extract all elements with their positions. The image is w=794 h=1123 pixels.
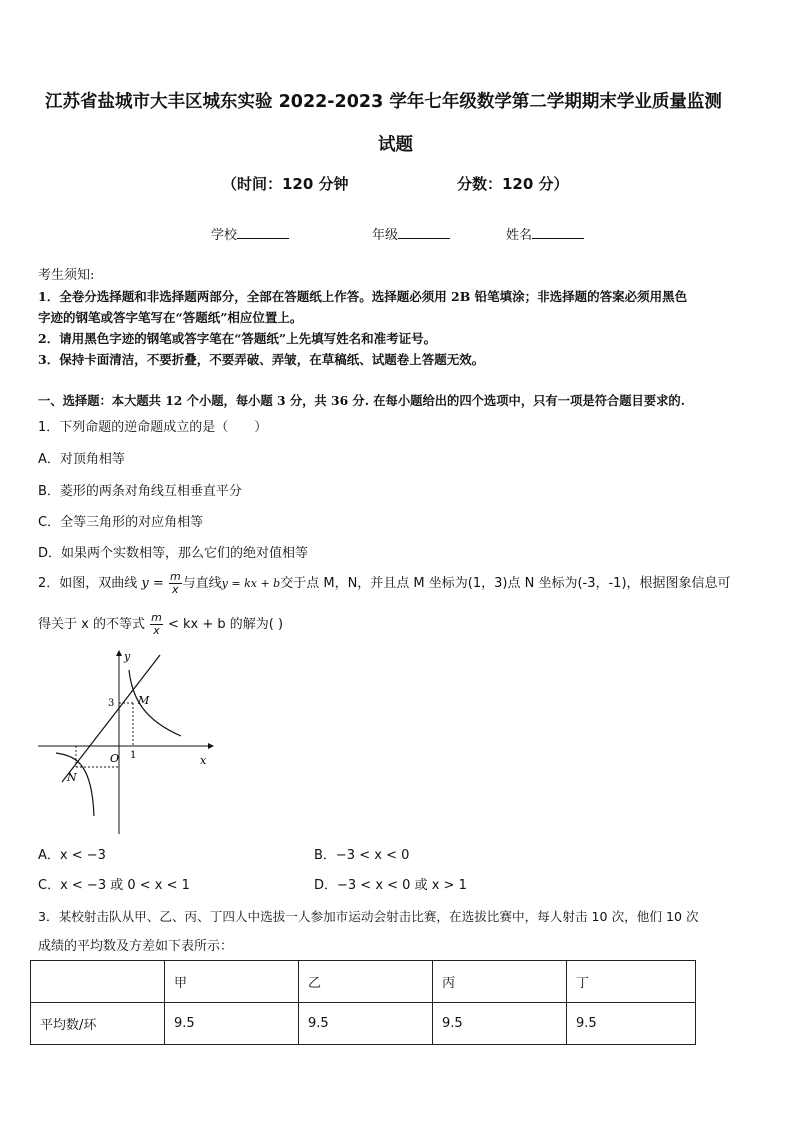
q2-text-4: 得关于 x 的不等式 <box>38 617 145 632</box>
school-field <box>211 224 289 243</box>
tick-label-1: 1 <box>130 750 137 761</box>
hyperbola-branch-1 <box>129 670 181 736</box>
notice-item-1: 1．全卷分选择题和非选择题两部分，全部在答题纸上作答。选择题必须用 2B 铅笔填涂；非选择题的答案必须用黑色 <box>38 289 688 304</box>
grade-blank[interactable] <box>398 226 450 239</box>
q2-text-5: < kx + b 的解为( ) <box>167 617 284 632</box>
score-label: 分数：120 分） <box>457 175 569 193</box>
q1-option-a[interactable]: A．对顶角相等 <box>38 452 125 467</box>
notice-item-1-cont: 字迹的钢笔或答字笔写在“答题纸”相应位置上。 <box>38 310 303 325</box>
point-n-label: N <box>67 771 77 784</box>
x-axis-label: x <box>200 754 207 767</box>
q2-inequality-fraction: $\frac{m}{x}$ <box>151 611 162 637</box>
grade-label: 年级 <box>372 228 399 243</box>
table-header-row <box>31 961 696 1003</box>
q2-text-1: 2．如图，双曲线 <box>38 576 138 591</box>
table-header-cell <box>31 961 165 1003</box>
q3-stem-line1: 3．某校射击队从甲、乙、丙、丁四人中选拔一人参加市运动会射击比赛，在选拔比赛中，每人射击 10 次，他们 10 次 <box>38 909 699 924</box>
table-header-cell: 丁 <box>567 961 696 1003</box>
school-blank[interactable] <box>237 226 289 239</box>
q2-text-2: 与直线 <box>182 576 222 591</box>
table-cell: 9.5 <box>567 1003 696 1045</box>
name-label: 姓名 <box>506 228 533 243</box>
q2-option-d[interactable]: D．−3 < x < 0 或 x > 1 <box>314 878 467 893</box>
q1-option-d[interactable]: D．如果两个实数相等，那么它们的绝对值相等 <box>38 546 309 561</box>
school-label: 学校 <box>211 228 238 243</box>
tick-label-3: 3 <box>108 698 115 709</box>
table-row <box>31 1003 696 1045</box>
table-header-cell: 乙 <box>299 961 433 1003</box>
name-field <box>506 224 584 243</box>
grade-field <box>372 224 450 243</box>
q2-text-3: 交于点 M，N，并且点 M 坐标为(1，3)点 N 坐标为(-3，-1)，根据图象信息可 <box>280 576 731 591</box>
table-cell: 9.5 <box>299 1003 433 1045</box>
notice-item-2: 2．请用黑色字迹的钢笔或答字笔在“答题纸”上先填写姓名和准考证号。 <box>38 331 437 346</box>
time-label: （时间：120 分钟 <box>222 175 349 193</box>
q1-stem: 1．下列命题的逆命题成立的是（ ） <box>38 420 268 435</box>
q2-stem-line2 <box>38 612 283 637</box>
q2-option-a[interactable]: A．x < −3 <box>38 848 106 863</box>
q2-y-equals: y = <box>141 576 164 591</box>
q2-stem-line1 <box>38 571 731 596</box>
table-header-cell: 丙 <box>433 961 567 1003</box>
notice-heading: 考生须知: <box>38 268 95 283</box>
origin-label: O <box>110 752 120 765</box>
y-axis-label: y <box>124 650 131 663</box>
q2-option-b[interactable]: B．−3 < x < 0 <box>314 848 410 863</box>
q2-fraction: $\frac{m}{x}$ <box>169 570 181 596</box>
table-header-cell: 甲 <box>165 961 299 1003</box>
table-cell: 9.5 <box>165 1003 299 1045</box>
notice-item-3: 3．保持卡面清洁，不要折叠，不要弄破、弄皱，在草稿纸、试题卷上答题无效。 <box>38 352 485 367</box>
q1-option-c[interactable]: C．全等三角形的对应角相等 <box>38 515 204 530</box>
table-cell: 9.5 <box>433 1003 567 1045</box>
x-axis-arrow <box>208 743 214 749</box>
paper-title-line1: 江苏省盐城市大丰区城东实验 2022-2023 学年七年级数学第二学期期末学业质量监测 <box>45 92 722 112</box>
q2-option-c[interactable]: C．x < −3 或 0 < x < 1 <box>38 878 190 893</box>
q3-stem-line2: 成绩的平均数及方差如下表所示： <box>38 939 234 954</box>
table-cell: 平均数/环 <box>31 1003 165 1045</box>
y-axis-arrow <box>116 650 122 656</box>
q3-score-table <box>30 960 696 1045</box>
paper-title-line2: 试题 <box>378 135 413 155</box>
q2-graph <box>36 648 216 836</box>
name-blank[interactable] <box>532 226 584 239</box>
section-heading: 一、选择题：本大题共 12 个小题，每小题 3 分，共 36 分. 在每小题给出的四个选项中，只有一项是符合题目要求的. <box>38 393 685 408</box>
point-m-label: M <box>138 694 150 707</box>
hyperbola-branch-3 <box>56 753 94 816</box>
q2-line-equation: y = kx + b <box>221 577 281 590</box>
q1-option-b[interactable]: B．菱形的两条对角线互相垂直平分 <box>38 484 242 499</box>
